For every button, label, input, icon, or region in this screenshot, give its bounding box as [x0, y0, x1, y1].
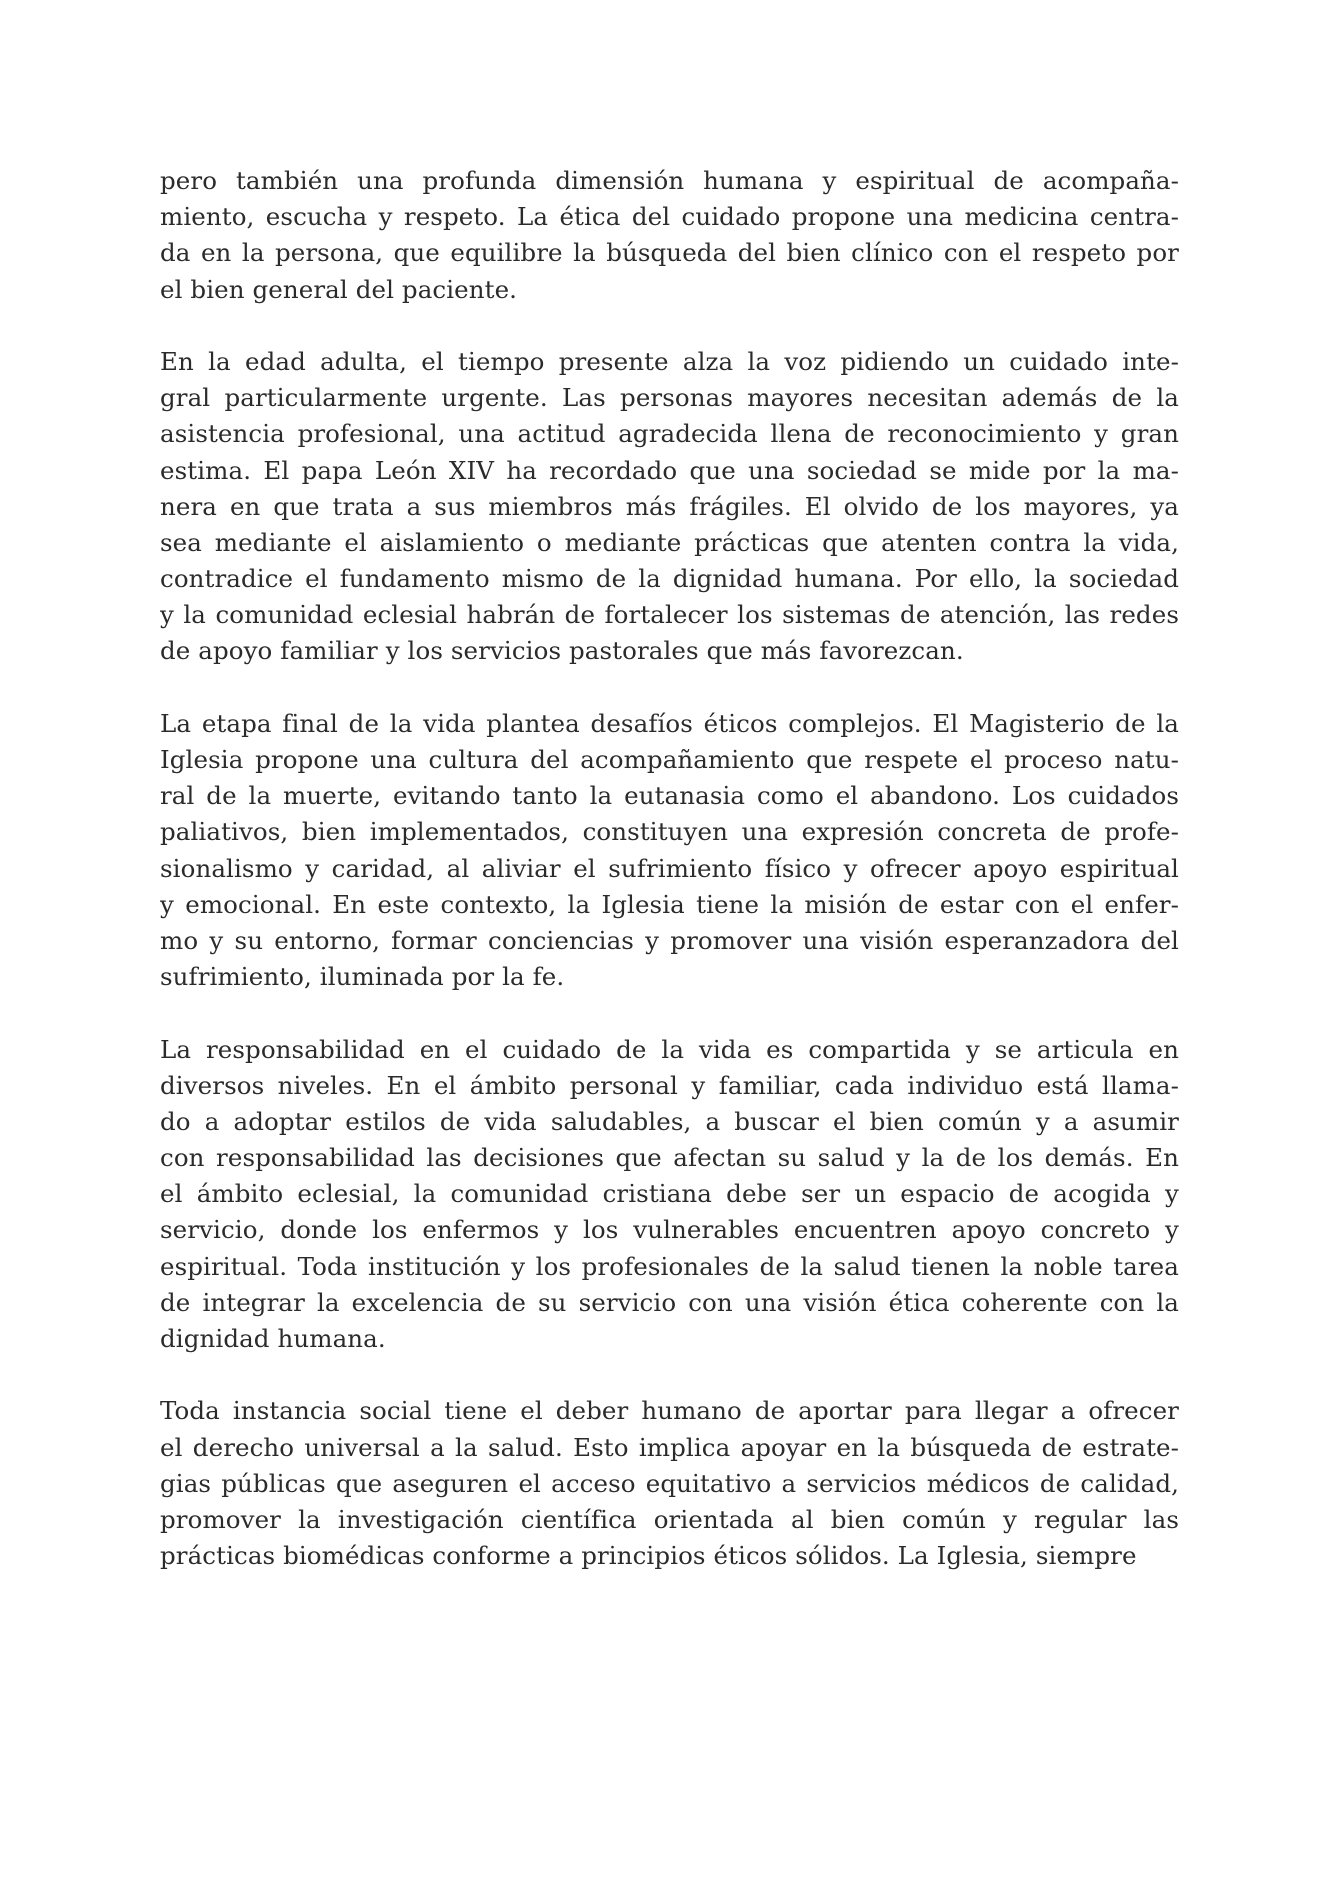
text-line: La etapa final de la vida plantea desafíos éticos complejos. El Magisterio de la	[160, 708, 1179, 738]
paragraph-5	[160, 1393, 1179, 1574]
text-line: da en la persona, que equilibre la búsqueda del bien clínico con el respeto por	[160, 238, 1179, 268]
text-line: paliativos, bien implementados, constituyen una expresión concreta de profe-	[160, 817, 1179, 847]
paragraph-1	[160, 163, 1179, 308]
text-line: Toda instancia social tiene el deber humano de aportar para llegar a ofrecer	[160, 1396, 1179, 1426]
text-line: promover la investigación científica orientada al bien común y regular las	[160, 1504, 1179, 1534]
text-line: dignidad humana.	[160, 1324, 386, 1353]
text-line: con responsabilidad las decisiones que afectan su salud y la de los demás. En	[160, 1143, 1179, 1173]
text-line: sionalismo y caridad, al aliviar el sufrimiento físico y ofrecer apoyo espiritual	[160, 853, 1179, 883]
text-line: mo y su entorno, formar conciencias y promover una visión esperanzadora del	[160, 925, 1179, 955]
text-line: de integrar la excelencia de su servicio con una visión ética coherente con la	[160, 1287, 1179, 1317]
text-line: contradice el fundamento mismo de la dignidad humana. Por ello, la sociedad	[160, 564, 1179, 594]
text-line: espiritual. Toda institución y los profesionales de la salud tienen la noble tarea	[160, 1251, 1179, 1281]
text-line: En la edad adulta, el tiempo presente alza la voz pidiendo un cuidado inte-	[160, 346, 1179, 376]
text-line: miento, escucha y respeto. La ética del cuidado propone una medicina centra-	[160, 202, 1179, 232]
text-line: servicio, donde los enfermos y los vulnerables encuentren apoyo concreto y	[160, 1215, 1179, 1245]
text-line: do a adoptar estilos de vida saludables, a buscar el bien común y a asumir	[160, 1106, 1179, 1136]
text-line: y la comunidad eclesial habrán de fortalecer los sistemas de atención, las redes	[160, 600, 1179, 630]
text-line: prácticas biomédicas conforme a principios éticos sólidos. La Iglesia, siempre	[160, 1541, 1137, 1571]
text-line: La responsabilidad en el cuidado de la vida es compartida y se articula en	[160, 1034, 1179, 1064]
text-line: sufrimiento, iluminada por la fe.	[160, 962, 565, 992]
text-line: sea mediante el aislamiento o mediante prácticas que atenten contra la vida,	[160, 527, 1179, 557]
paragraph-4	[160, 1032, 1179, 1358]
text-line: el derecho universal a la salud. Esto implica apoyar en la búsqueda de estrate-	[160, 1432, 1179, 1462]
text-line: de apoyo familiar y los servicios pastorales que más favorezcan.	[160, 636, 964, 666]
text-line: asistencia profesional, una actitud agradecida llena de reconocimiento y gran	[160, 419, 1179, 449]
text-line: y emocional. En este contexto, la Iglesia tiene la misión de estar con el enfer-	[160, 889, 1179, 919]
text-line: pero también una profunda dimensión humana y espiritual de acompaña-	[160, 166, 1179, 195]
text-line: el bien general del paciente.	[160, 274, 518, 304]
text-line: nera en que trata a sus miembros más frágiles. El olvido de los mayores, ya	[160, 491, 1179, 521]
text-line: estima. El papa León XIV ha recordado que una sociedad se mide por la ma-	[160, 455, 1179, 485]
body-text	[160, 163, 1179, 1611]
paragraph-3	[160, 706, 1179, 996]
text-line: diversos niveles. En el ámbito personal y familiar, cada individuo está llama-	[160, 1070, 1179, 1100]
text-line: Iglesia propone una cultura del acompañamiento que respete el proceso natu-	[160, 745, 1179, 774]
text-line: gral particularmente urgente. Las personas mayores necesitan además de la	[160, 383, 1179, 413]
paragraph-2	[160, 344, 1179, 670]
text-line: el ámbito eclesial, la comunidad cristiana debe ser un espacio de acogida y	[160, 1179, 1179, 1209]
text-line: gias públicas que aseguren el acceso equitativo a servicios médicos de calidad,	[160, 1468, 1179, 1498]
text-line: ral de la muerte, evitando tanto la eutanasia como el abandono. Los cuidados	[160, 781, 1179, 811]
